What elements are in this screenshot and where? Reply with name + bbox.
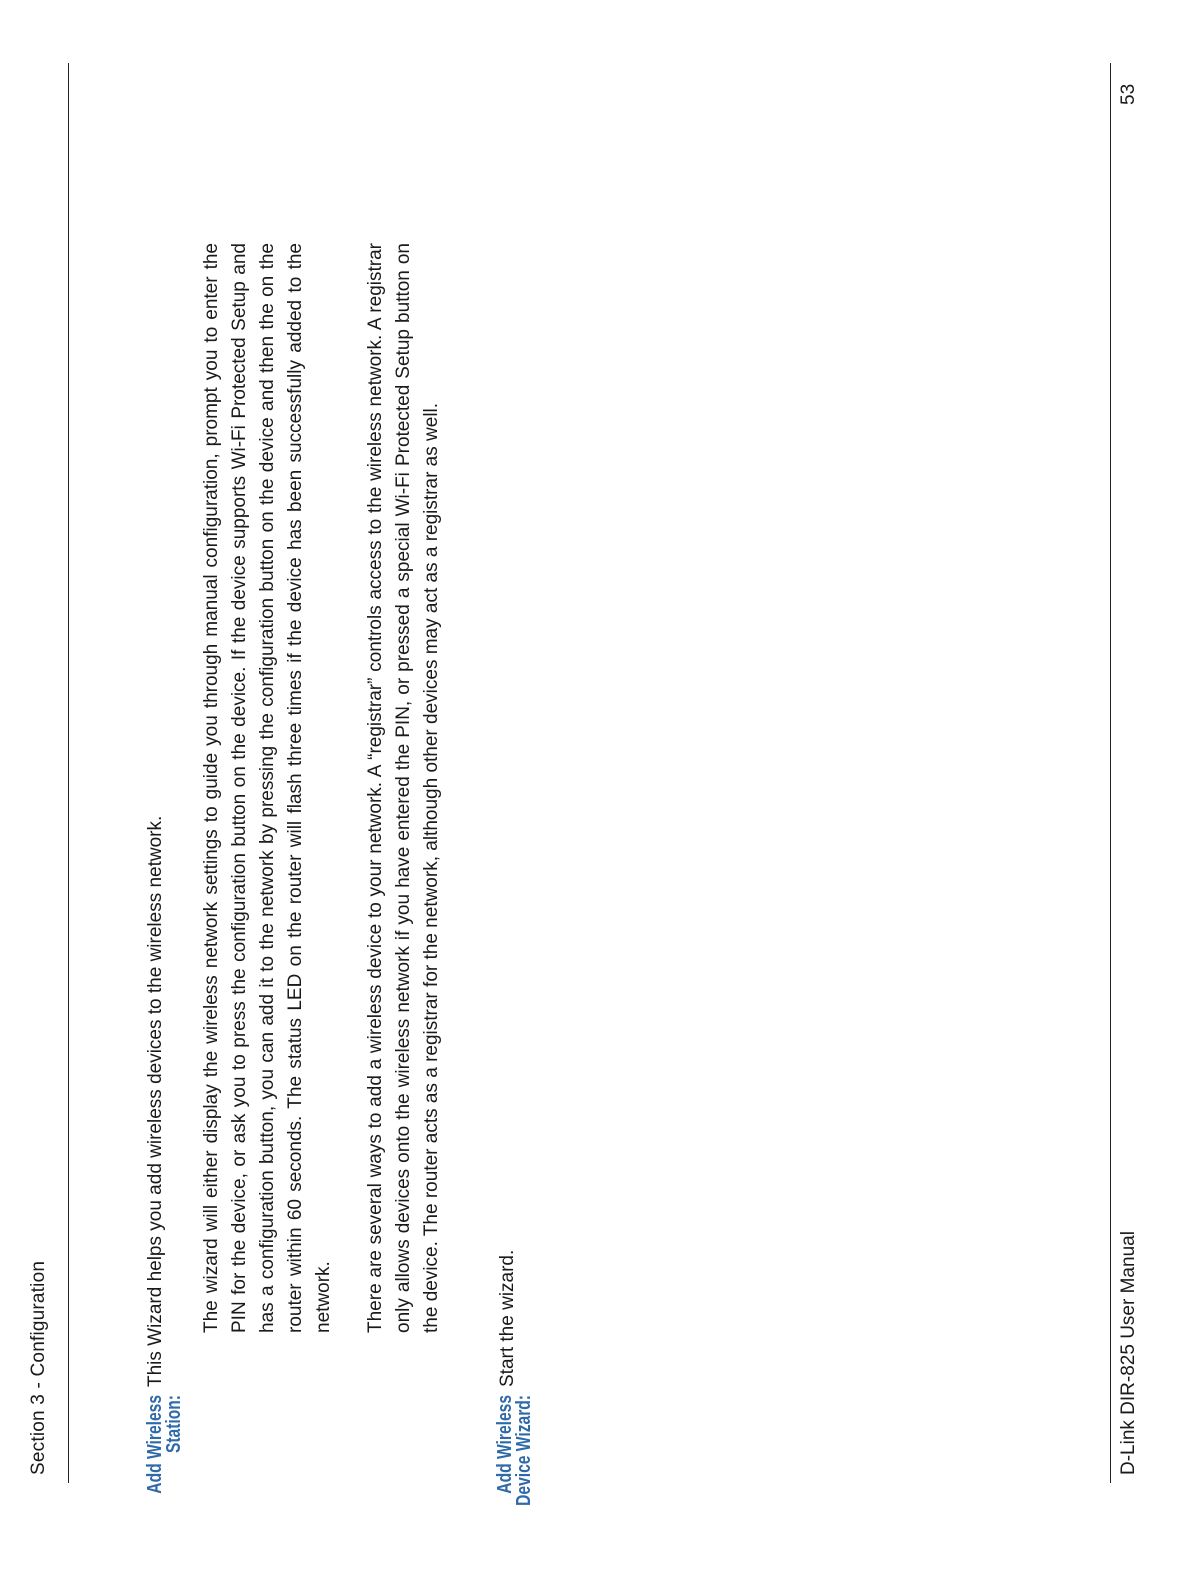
section-title: Section 3 - Configuration (28, 1260, 49, 1475)
term-add-wireless-station (146, 1395, 184, 1567)
term-line-1: Add Wireless (144, 1395, 166, 1494)
station-paragraph-2: There are several ways to add a wireless device to your network. A “registrar” controls access to the wireless network. A registrar only allows devices onto the wireless network if you have entered the PIN, or pressed a special Wi-Fi Protected Setup button on the device. The router acts as a registrar for the network, although other devices may act as a registrar as well. (365, 243, 442, 1333)
page-number: 53 (1118, 83, 1139, 105)
term-add-wireless-device-wizard (496, 1395, 534, 1567)
term-line-2: Device Wizard: (513, 1395, 535, 1506)
term-line-2: Station: (163, 1395, 185, 1454)
term-line-1: Add Wireless (494, 1395, 516, 1494)
station-paragraph-1: The wizard will either display the wireless network settings to guide you through manual configuration, prompt you to enter the PIN for the device, or ask you to press the configuration button on the device. If the device supports Wi-Fi Protected Setup and has a configuration button, you can add it to the network by pressing the configuration button on the device and then the on the router within 60 seconds. The status LED on the router will flash three times if the device has been successfully added to the network. (201, 243, 334, 1333)
station-description: This Wizard helps you add wireless devices to the wireless network. (145, 815, 166, 1387)
device-wizard-description: Start the wizard. (497, 1249, 518, 1387)
header-divider (68, 63, 69, 1483)
manual-name: D-Link DIR-825 User Manual (1118, 1231, 1139, 1475)
footer-divider (1110, 63, 1111, 1483)
